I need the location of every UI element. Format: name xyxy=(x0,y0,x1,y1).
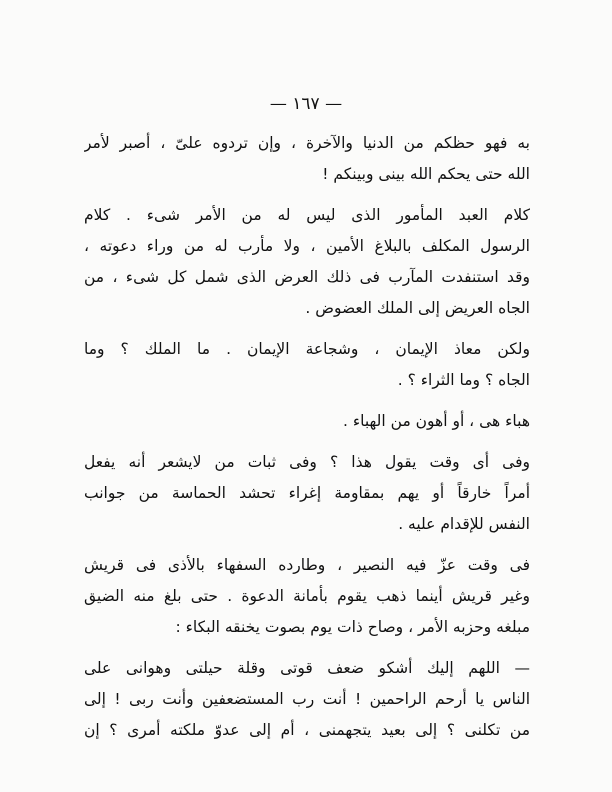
paragraph xyxy=(84,406,530,437)
text-line: الجاه ؟ وما الثراء ؟ . xyxy=(397,371,530,389)
text-line: ولكن معاذ الإيمان ، وشجاعة الإيمان . ما الملك ؟ وما xyxy=(84,340,530,358)
text-line: أمراً خارقاً أو يهم بمقاومة إغراء تحشد الحماسة من جوانب xyxy=(84,484,530,502)
text-line: من تكلنى ؟ إلى بعيد يتجهمنى ، أم إلى عدوّ ملكته أمرى ؟ إن xyxy=(84,721,530,739)
paragraph xyxy=(84,550,530,643)
text-line: وغير قريش أينما ذهب يقوم بأمانة الدعوة . حتى بلغ منه الضيق xyxy=(84,587,530,605)
body-text xyxy=(84,128,530,746)
paragraph xyxy=(84,200,530,324)
text-line: الجاه العريض إلى الملك العضوض . xyxy=(305,299,530,317)
text-line: فى وقت عزّ فيه النصير ، وطارده السفهاء بالأذى فى قريش xyxy=(84,556,530,574)
text-line: وفى أى وقت يقول هذا ؟ وفى ثبات من لايشعر أنه يفعل xyxy=(84,453,530,471)
paragraph xyxy=(84,128,530,190)
text-line: الرسول المكلف بالبلاغ الأمين ، ولا مأرب له من وراء دعوته ، xyxy=(84,237,530,255)
text-line: الله حتى يحكم الله بينى وبينكم ! xyxy=(322,165,530,183)
paragraph xyxy=(84,447,530,540)
text-line: هباء هى ، أو أهون من الهباء . xyxy=(343,412,530,430)
text-line: مبلغه وحزبه الأمر ، وصاح ذات يوم بصوت يخنقه البكاء : xyxy=(175,618,530,636)
page-number: — ١٦٧ — xyxy=(269,94,343,114)
text-line: النفس للإقدام عليه . xyxy=(398,515,530,533)
text-line: كلام العبد المأمور الذى ليس له من الأمر شىء . كلام xyxy=(84,206,530,224)
paragraph xyxy=(84,334,530,396)
paragraph xyxy=(84,653,530,746)
text-line: — اللهم إليك أشكو ضعف قوتى وقلة حيلتى وهوانى على xyxy=(84,659,530,677)
text-line: به فهو حظكم من الدنيا والآخرة ، وإن تردوه علىّ ، أصبر لأمر xyxy=(84,134,530,152)
text-line: الناس يا أرحم الراحمين ! أنت رب المستضعفين وأنت ربى ! إلى xyxy=(84,690,530,708)
text-line: وقد استنفدت المآرب فى ذلك العرض الذى شمل كل شىء ، من xyxy=(84,268,530,286)
